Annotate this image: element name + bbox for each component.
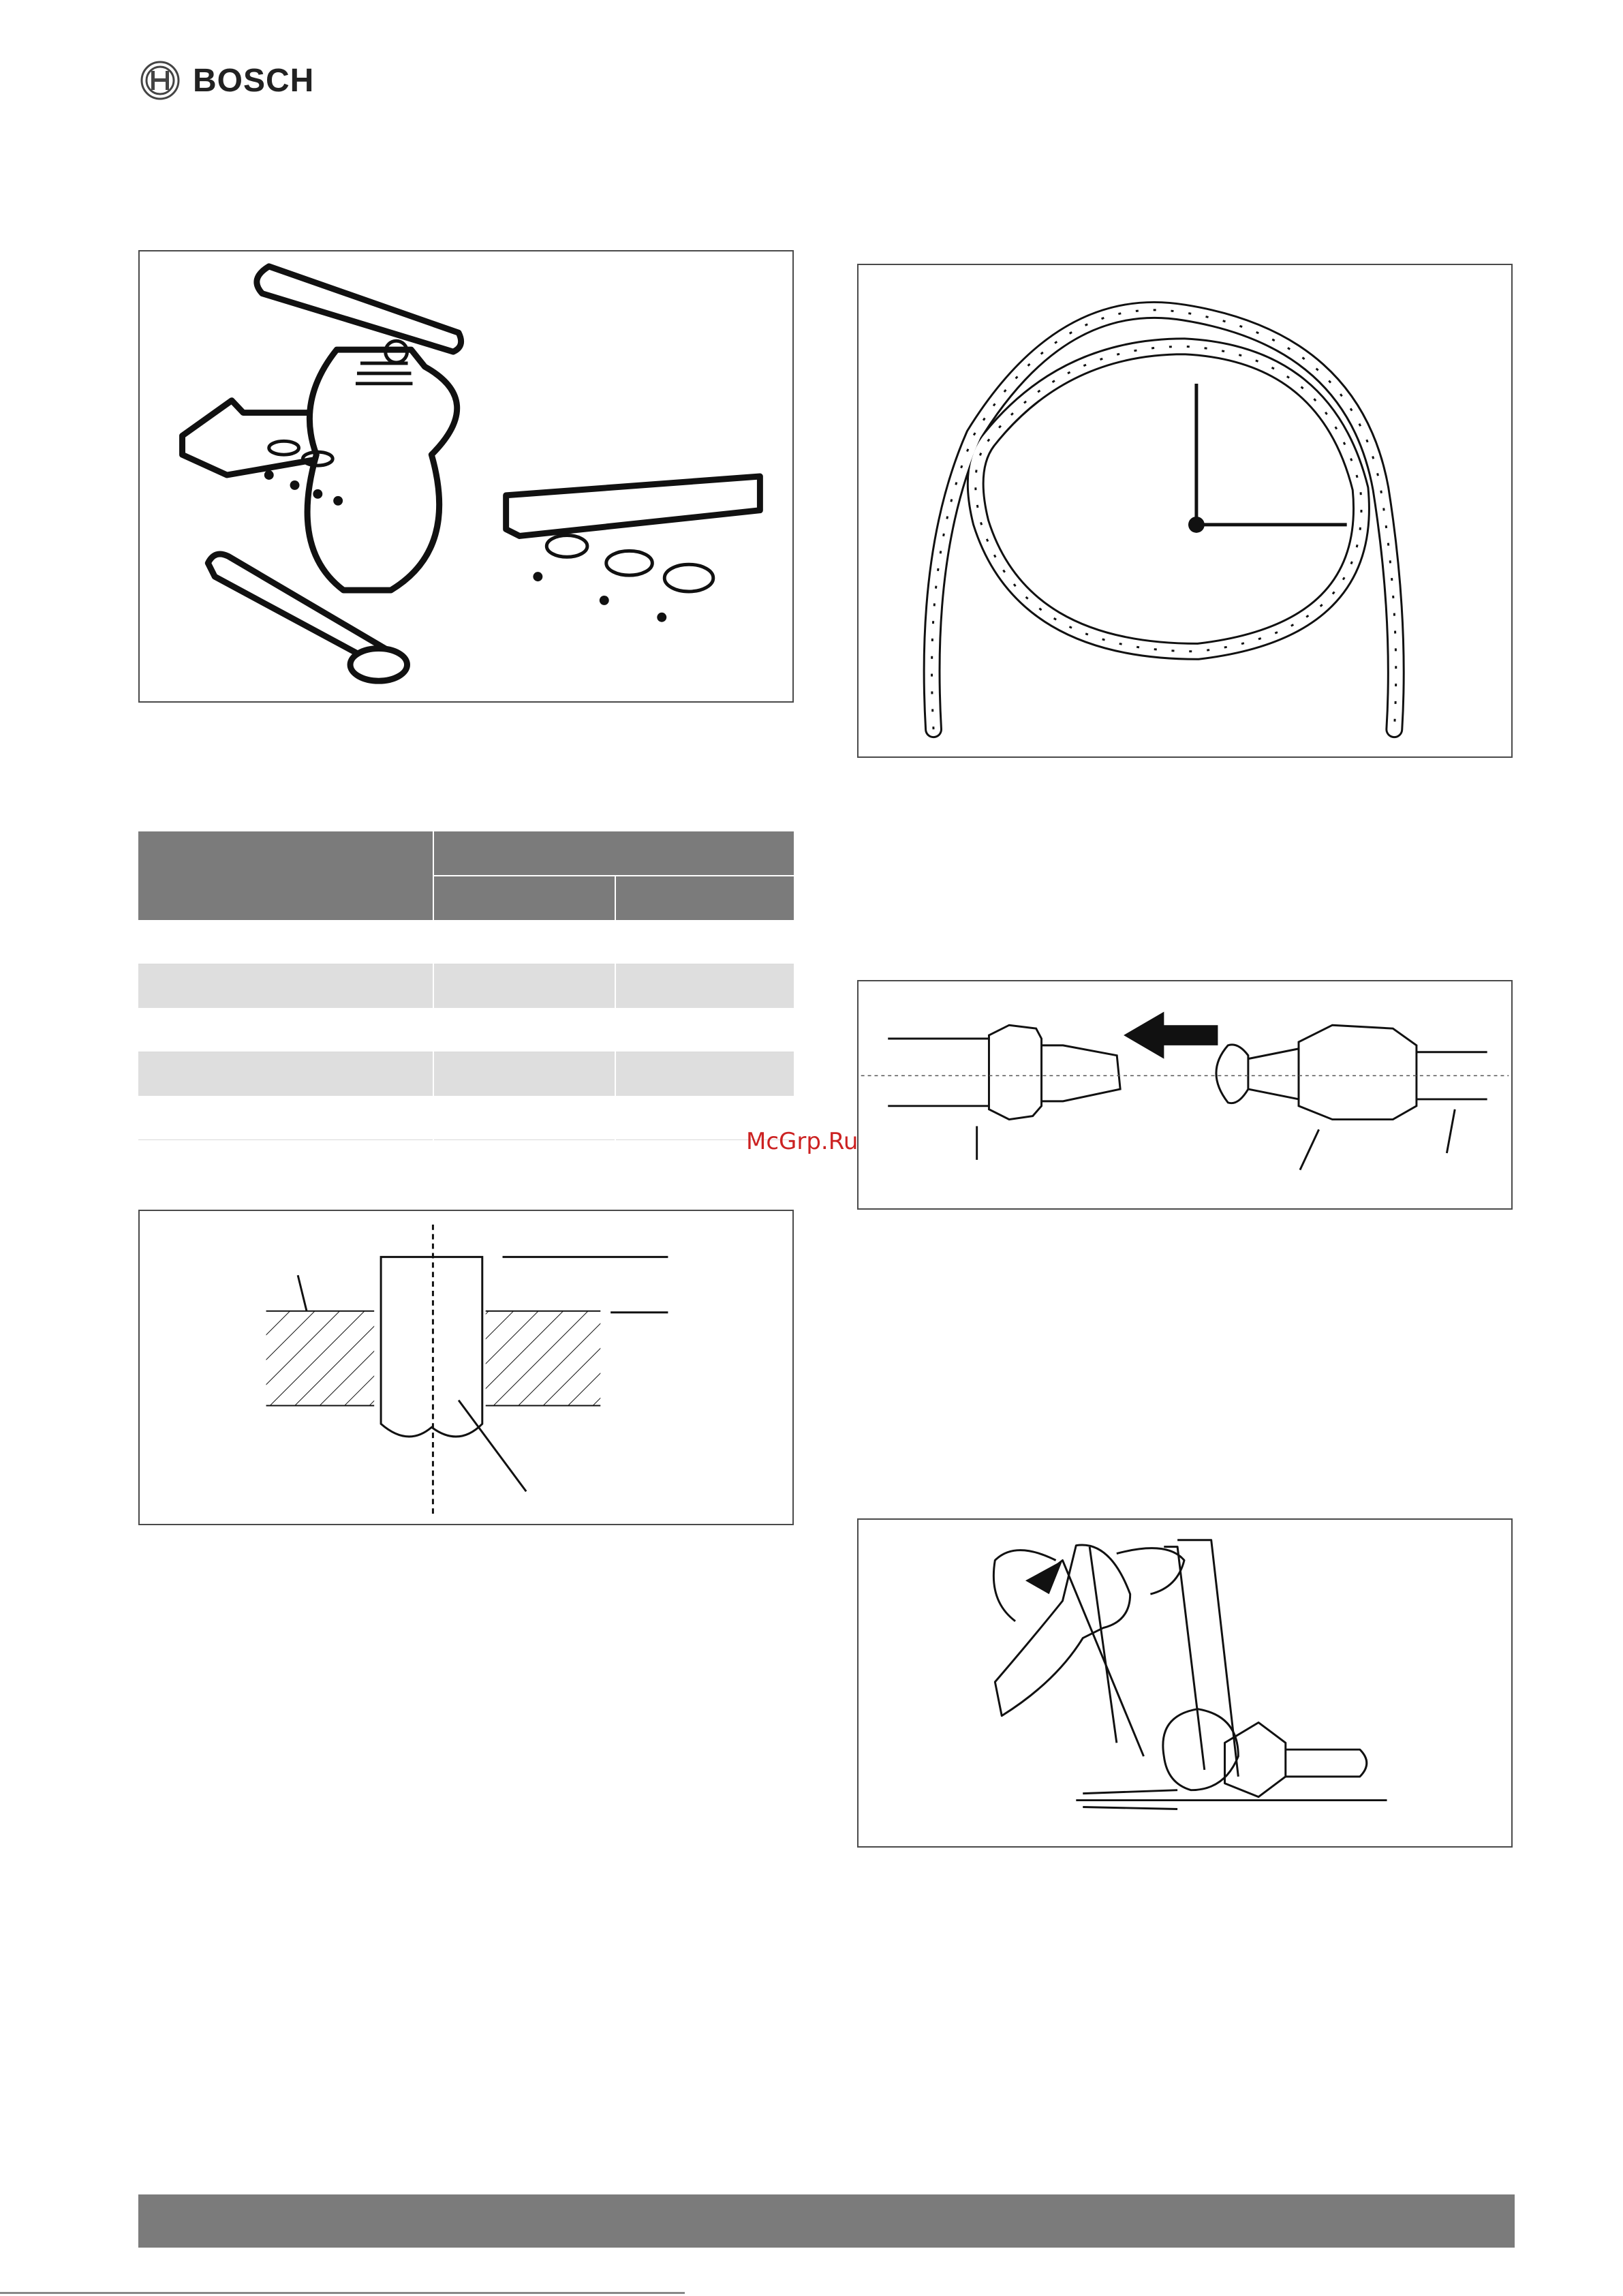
table-row	[138, 1096, 794, 1140]
table-header-cell	[433, 876, 615, 920]
bosch-armature-icon	[140, 60, 181, 101]
figure-flaring-tool	[138, 250, 794, 703]
figure-coiled-pipe	[857, 264, 1513, 758]
brand-logo	[140, 60, 314, 101]
table-row	[138, 964, 794, 1009]
flare-nut-connection-illustration	[859, 981, 1511, 1208]
table-row	[138, 1052, 794, 1097]
coiled-insulated-pipe-illustration	[859, 265, 1511, 756]
table-header-row	[138, 831, 794, 876]
figure-flare-nut-connection	[857, 980, 1513, 1210]
data-table	[138, 831, 795, 1140]
brand-name: BOSCH	[193, 62, 315, 99]
page-bottom-rule	[0, 2292, 685, 2294]
table-row	[138, 1008, 794, 1052]
footer-bar	[138, 2194, 1515, 2248]
table-header-cell	[138, 831, 433, 920]
figure-flare-cross-section	[138, 1210, 794, 1525]
two-wrench-tightening-illustration	[859, 1520, 1511, 1846]
watermark: McGrp.Ru	[746, 1128, 859, 1155]
table-header-cell	[433, 831, 794, 876]
table-row	[138, 920, 794, 964]
table-header-cell	[615, 876, 794, 920]
figure-wrench-tightening	[857, 1518, 1513, 1848]
flaring-tool-illustration	[140, 251, 792, 701]
flare-cross-section-diagram	[140, 1211, 792, 1524]
